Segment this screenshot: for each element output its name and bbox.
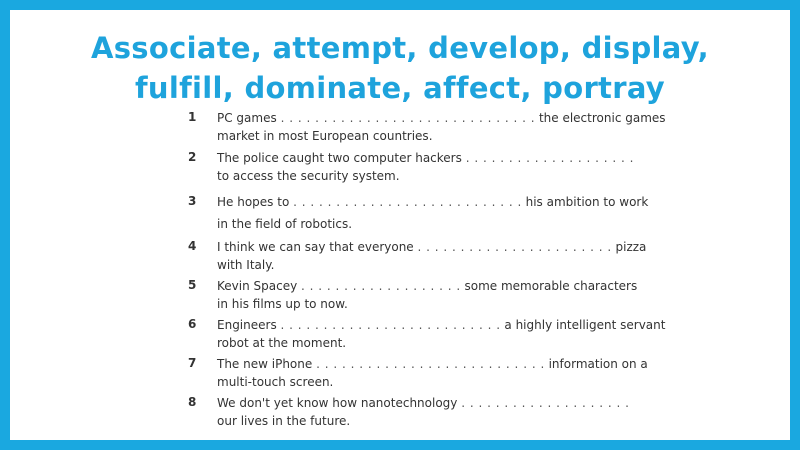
answer-blank: . . . . . . . . . . . . . . . . . . . . . . . [417, 240, 612, 254]
item-line-1 [217, 395, 630, 411]
item-line-2: with Italy. [217, 258, 275, 272]
item-number: 3 [188, 194, 197, 208]
answer-blank: . . . . . . . . . . . . . . . . . . . . [465, 151, 634, 165]
item-line-2: in his films up to now. [217, 297, 348, 311]
title-line-1: Associate, attempt, develop, display, [91, 31, 709, 65]
slide [10, 10, 790, 440]
item-line-1 [217, 356, 648, 372]
item-line-2: multi-touch screen. [217, 375, 334, 389]
item-text-before: The new iPhone [217, 357, 313, 371]
item-line-1 [217, 278, 638, 294]
item-line-2: to access the security system. [217, 169, 400, 183]
item-text-after: his ambition to work [525, 195, 649, 209]
item-number: 4 [188, 239, 197, 253]
item-number: 1 [188, 110, 197, 124]
item-text-before: Kevin Spacey [217, 279, 298, 293]
item-line-1 [217, 317, 666, 333]
answer-blank: . . . . . . . . . . . . . . . . . . . . . . . . . . . [293, 195, 522, 209]
item-line-2: our lives in the future. [217, 414, 351, 428]
answer-blank: . . . . . . . . . . . . . . . . . . . . . . . . . . . [316, 357, 545, 371]
item-text-after: information on a [548, 357, 648, 371]
item-line-1 [217, 150, 634, 166]
answer-blank: . . . . . . . . . . . . . . . . . . . . [461, 396, 630, 410]
answer-blank: . . . . . . . . . . . . . . . . . . . . . . . . . . [280, 318, 501, 332]
item-text-before: Engineers [217, 318, 277, 332]
answer-blank: . . . . . . . . . . . . . . . . . . . . . . . . . . . . . . [280, 111, 536, 125]
item-line-1 [217, 239, 647, 255]
item-line-1 [217, 194, 649, 210]
item-text-before: We don't yet know how nanotechnology [217, 396, 458, 410]
item-text-after: some memorable characters [464, 279, 638, 293]
item-text-after: a highly intelligent servant [504, 318, 666, 332]
title-line-2: fulfill, dominate, affect, portray [134, 71, 666, 105]
item-text-after: pizza [615, 240, 647, 254]
item-text-before: PC games [217, 111, 277, 125]
item-text-before: The police caught two computer hackers [217, 151, 462, 165]
item-line-2: in the field of robotics. [217, 217, 353, 231]
item-number: 5 [188, 278, 197, 292]
item-number: 6 [188, 317, 197, 331]
item-number: 8 [188, 395, 197, 409]
item-text-before: I think we can say that everyone [217, 240, 414, 254]
item-line-2: market in most European countries. [217, 129, 433, 143]
item-line-2: robot at the moment. [217, 336, 347, 350]
item-line-1 [217, 110, 666, 126]
item-text-before: He hopes to [217, 195, 290, 209]
item-number: 7 [188, 356, 197, 370]
answer-blank: . . . . . . . . . . . . . . . . . . . [301, 279, 461, 293]
slide-title [10, 28, 790, 108]
item-number: 2 [188, 150, 197, 164]
item-text-after: the electronic games [538, 111, 666, 125]
